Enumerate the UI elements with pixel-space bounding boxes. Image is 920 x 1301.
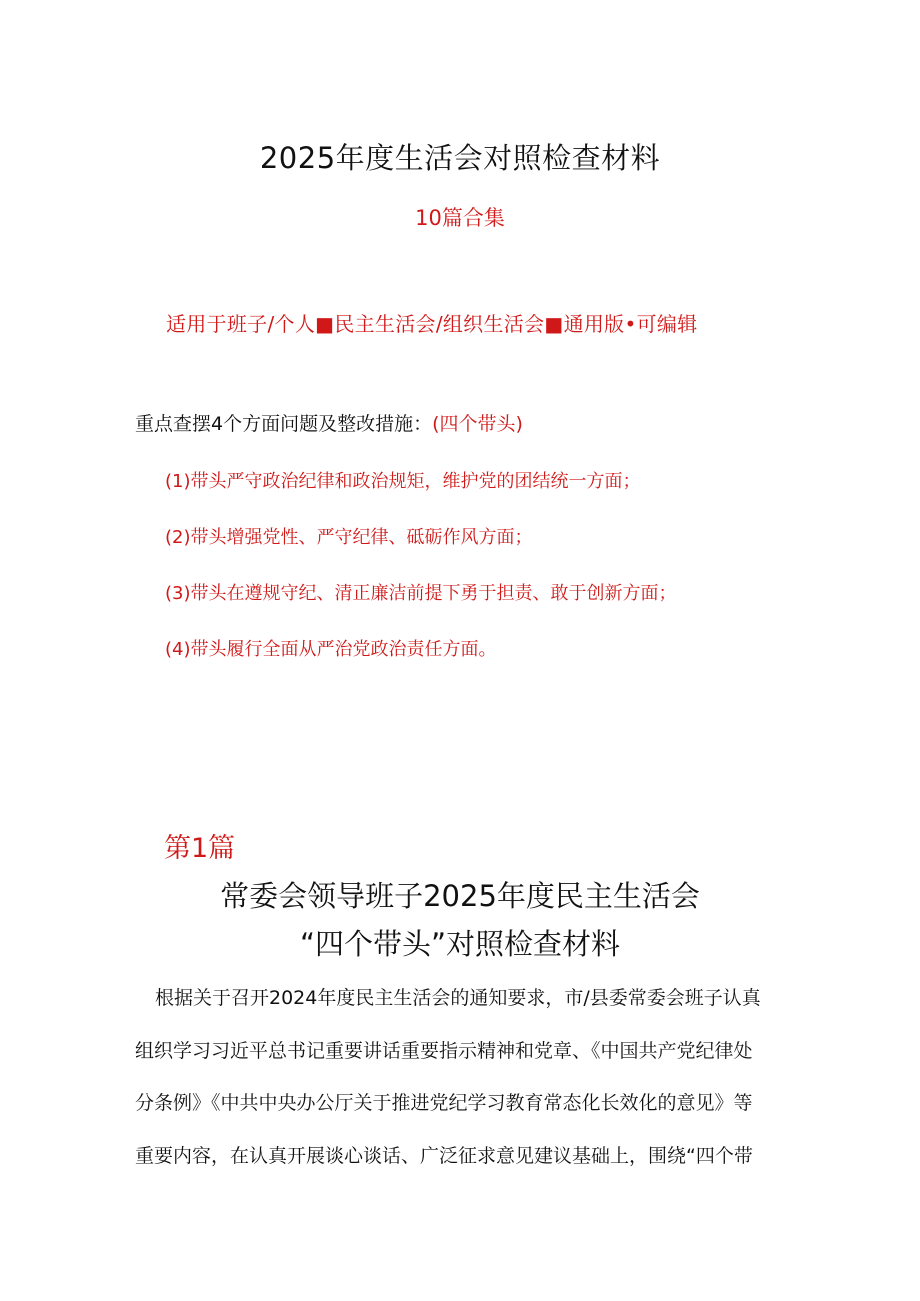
focus-item-2: (2)带头增强党性、严守纪律、砥砺作风方面； — [165, 527, 533, 548]
body-line-1: 根据关于召开2024年度民主生活会的通知要求，市/县委常委会班子认真 — [155, 987, 761, 1009]
focus-highlight: (四个带头) — [432, 413, 523, 435]
focus-lead: 重点查摆4个方面问题及整改措施： — [135, 413, 433, 435]
body-line-2: 组织学习习近平总书记重要讲话重要指示精神和党章、《中国共产党纪律处 — [135, 1039, 753, 1062]
body-line-4: 重要内容，在认真开展谈心谈话、广泛征求意见建议基础上，围绕“四个带 — [135, 1144, 753, 1167]
chapter-body — [135, 972, 795, 1182]
document-title: 2025年度生活会对照检查材料 — [259, 141, 661, 175]
chapter-title-line-1: 常委会领导班子2025年度民主生活会 — [220, 879, 700, 913]
document-subtitle: 10篇合集 — [415, 206, 505, 230]
focus-item-3: (3)带头在遵规守纪、清正廉洁前提下勇于担责、敢于创新方面； — [165, 583, 677, 604]
body-line-3: 分条例》《中共中央办公厅关于推进党纪学习教育常态化长效化的意见》等 — [135, 1092, 753, 1114]
focus-heading — [135, 409, 523, 436]
focus-item-4: (4)带头履行全面从严治党政治责任方面。 — [165, 639, 497, 660]
focus-item-1: (1)带头严守政治纪律和政治规矩，维护党的团结统一方面； — [165, 471, 641, 492]
usage-line: 适用于班子/个人■民主生活会/组织生活会■通用版•可编辑 — [166, 312, 698, 336]
chapter-title-line-2: “四个带头”对照检查材料 — [299, 927, 621, 961]
chapter-label: 第1篇 — [164, 833, 236, 864]
